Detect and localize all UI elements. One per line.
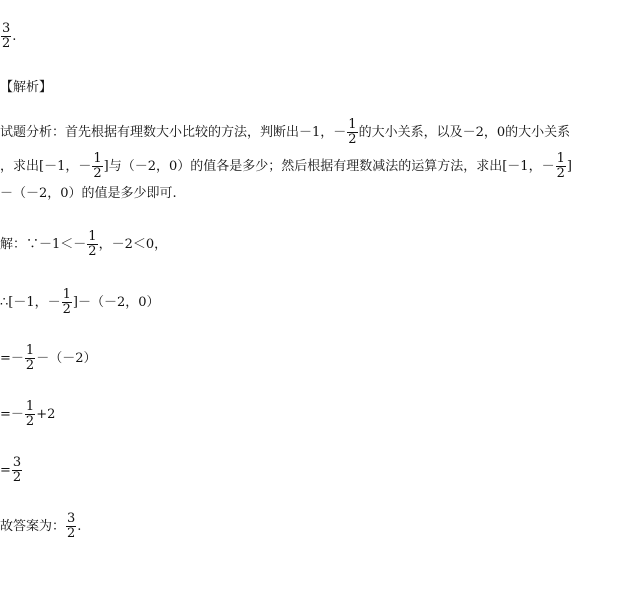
solution-step-5 [0,456,23,485]
text: ]与（－2，0）的值各是多少；然后根据有理数减法的运算方法，求出[－1，－ [103,159,555,174]
fraction [92,152,102,181]
text: ，－2＜0， [98,237,168,252]
previous-answer [0,22,16,51]
numerator: 1 [62,287,71,302]
text: =－ [0,407,24,422]
solution-step-4 [0,400,55,429]
text: = [0,463,11,478]
numerator: 3 [2,21,11,36]
denominator: 2 [25,414,35,429]
fraction [62,288,72,317]
answer-label: 故答案为： [0,519,66,534]
solution-step-2 [0,288,160,317]
fraction [12,456,22,485]
numerator: 3 [67,511,76,526]
denominator: 2 [88,244,97,259]
text: 解：∵－1＜－ [0,237,87,252]
numerator: 1 [556,151,565,166]
denominator: 2 [12,470,22,485]
numerator: 1 [25,343,35,358]
fraction [87,230,97,259]
text: +2 [36,407,56,422]
text: ，求出[－1，－ [0,159,92,174]
fraction [66,512,76,541]
fraction [347,118,357,147]
period: . [77,519,82,534]
text: ∴[－1，－ [0,295,61,310]
text: 的大小关系，以及－2，0的大小关系 [358,125,571,140]
analysis-line-2 [0,152,572,181]
numerator: 1 [25,399,35,414]
fraction [556,152,566,181]
numerator: 1 [88,229,97,244]
fraction [25,344,35,373]
fraction [25,400,35,429]
numerator: 1 [93,151,102,166]
solution-step-1 [0,230,167,259]
text: ]－（－2，0） [72,295,160,310]
final-answer [0,512,81,541]
denominator: 2 [25,358,35,373]
text: 试题分析：首先根据有理数大小比较的方法，判断出－1，－ [0,125,347,140]
analysis-line-1 [0,118,570,147]
numerator: 1 [348,117,357,132]
period: . [12,29,17,44]
section-heading: 【解析】 [0,80,53,95]
denominator: 2 [62,302,71,317]
fraction [1,22,11,51]
numerator: 3 [12,455,22,470]
denominator: 2 [556,166,565,181]
analysis-line-3: －（－2，0）的值是多少即可. [0,186,177,201]
denominator: 2 [348,132,357,147]
denominator: 2 [2,36,11,51]
denominator: 2 [93,166,102,181]
solution-step-3 [0,344,96,373]
text: －（－2） [36,351,97,366]
denominator: 2 [67,526,76,541]
text: ] [566,159,572,174]
text: =－ [0,351,24,366]
